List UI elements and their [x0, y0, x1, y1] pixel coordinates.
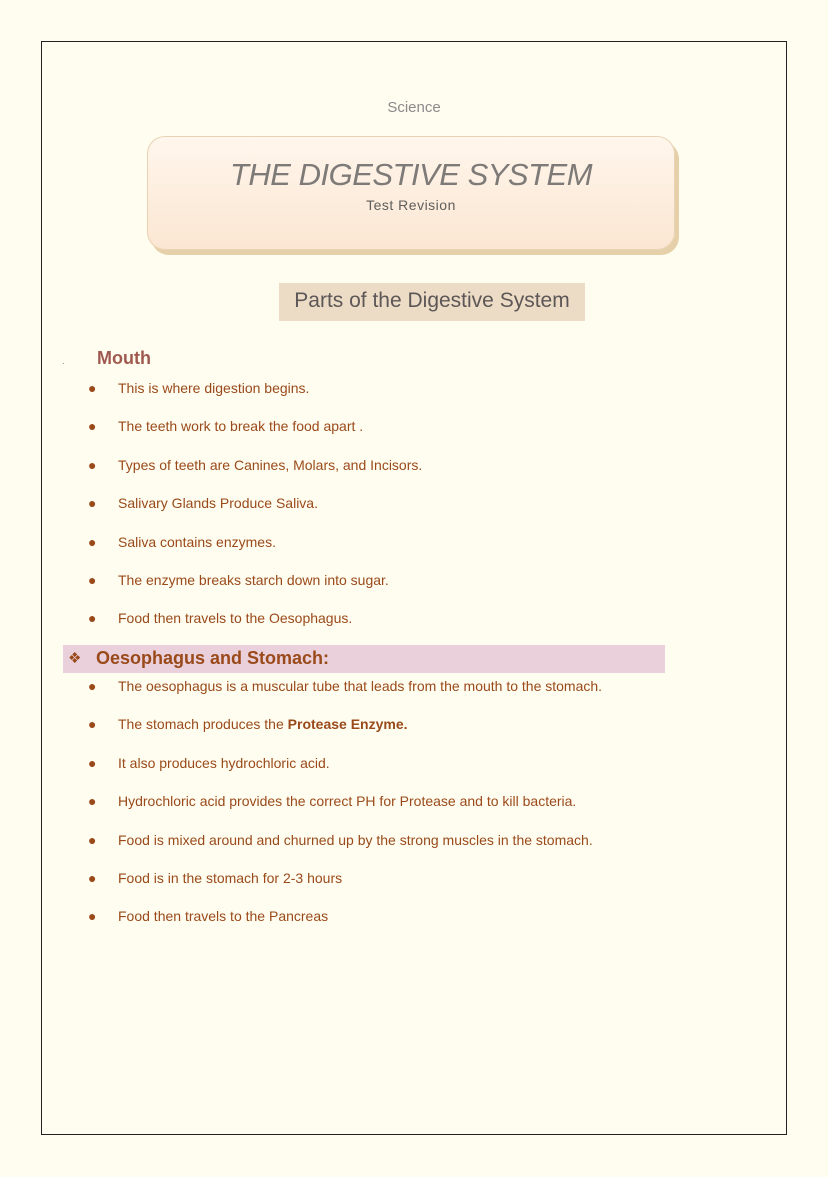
- bullet-icon: ●: [88, 456, 97, 473]
- bold-term: Protease Enzyme.: [287, 716, 408, 733]
- list-item: ● It also produces hydrochloric acid.: [88, 754, 330, 771]
- stomach-heading: Oesophagus and Stomach:: [96, 648, 330, 668]
- mouth-marker: .: [62, 356, 65, 367]
- document-subtitle: Test Revision: [366, 197, 456, 213]
- list-item: ● This is where digestion begins.: [88, 380, 310, 396]
- bullet-icon: ●: [88, 869, 97, 886]
- bullet-icon: ●: [88, 754, 97, 771]
- parts-heading: Parts of the Digestive System: [279, 283, 585, 321]
- list-item: ● Food then travels to the Pancreas: [88, 908, 329, 925]
- list-item: ● Saliva contains enzymes.: [88, 533, 276, 550]
- list-item: ● The oesophagus is a muscular tube that leads from the mouth to the stomach.: [88, 678, 603, 694]
- mouth-list: [0, 378, 422, 647]
- bullet-icon: ●: [88, 380, 97, 396]
- stomach-list: [0, 676, 602, 945]
- list-item: ● The enzyme breaks starch down into sugar.: [88, 571, 389, 588]
- bullet-icon: ●: [88, 793, 97, 810]
- list-item: ● Food is in the stomach for 2-3 hours: [88, 869, 343, 886]
- bullet-icon: ●: [88, 533, 97, 550]
- bullet-icon: ●: [88, 831, 97, 848]
- list-item: ● Salivary Glands Produce Saliva.: [88, 495, 318, 512]
- list-item: ● Hydrochloric acid provides the correct PH for Protease and to kill bacteria.: [88, 793, 577, 810]
- mouth-heading: Mouth: [97, 348, 151, 368]
- list-item: ● The teeth work to break the food apart .: [88, 418, 364, 435]
- diamond-bullet-icon: ❖: [68, 650, 82, 667]
- document-title: THE DIGESTIVE SYSTEM: [229, 157, 593, 192]
- bullet-icon: ●: [88, 495, 97, 512]
- bullet-icon: ●: [88, 571, 97, 588]
- bullet-icon: ●: [88, 610, 97, 627]
- list-item: ● Types of teeth are Canines, Molars, and Incisors.: [88, 456, 423, 473]
- bullet-icon: ●: [88, 678, 97, 694]
- list-item: ● Food then travels to the Oesophagus.: [88, 610, 353, 627]
- bullet-icon: ●: [88, 908, 97, 925]
- subject-label: Science: [387, 99, 441, 116]
- title-box: [147, 136, 675, 250]
- list-item: ● Food is mixed around and churned up by the strong muscles in the stomach.: [88, 831, 593, 848]
- bullet-icon: ●: [88, 418, 97, 435]
- list-item: ● The stomach produces the Protease Enzyme.: [88, 716, 408, 733]
- bullet-icon: ●: [88, 716, 97, 733]
